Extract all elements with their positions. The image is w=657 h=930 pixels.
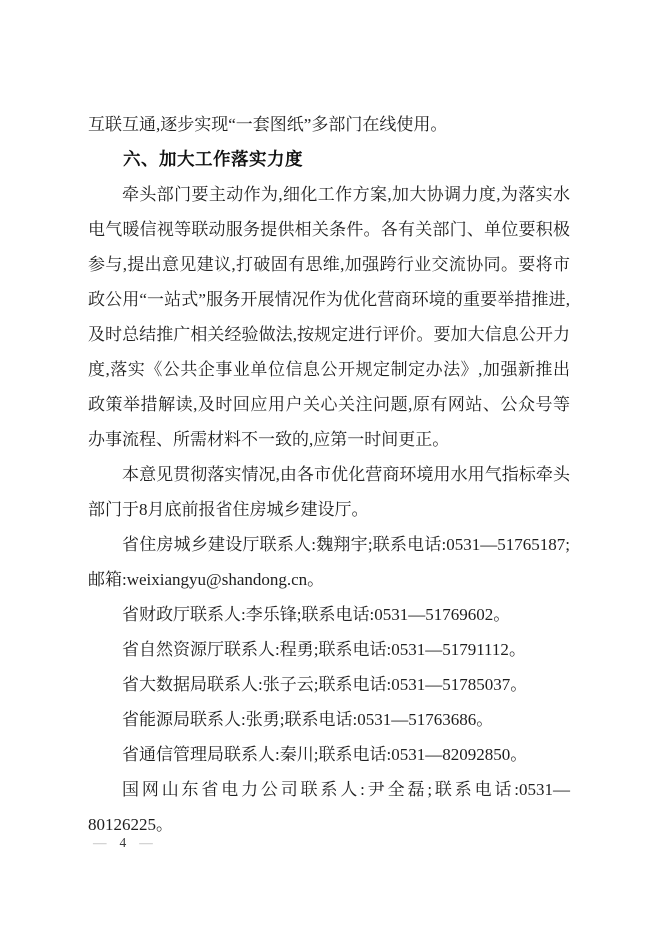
paragraph-continuation: 互联互通,逐步实现“一套图纸”多部门在线使用。 [88,115,448,134]
contact-phone: 0531—51763686 [357,710,477,729]
contact-name: 张子云 [262,675,314,694]
contact-phone: 0531—80126225 [88,780,571,834]
contact-line-natural-resources-dept [88,632,570,667]
contact-phone: 0531—51769602 [374,605,494,624]
contact-phone-label: ;联系电话: [313,745,392,764]
sentence-end: 。 [510,745,528,764]
contact-person-label: 联系人: [207,675,263,694]
sentence-end: 。 [476,710,494,729]
page-footer [93,832,153,854]
footer-dash-left: — [93,835,107,850]
sentence-end: 。 [508,640,526,659]
contact-name: 秦川 [279,745,314,764]
contact-line-communications-admin [88,737,570,772]
contact-name: 魏翔宇 [315,535,368,554]
contact-phone-label: ;联系电话: [427,780,520,799]
contact-org: 省财政厅 [122,605,190,624]
sentence-end: 。 [156,815,173,834]
contact-line-big-data-bureau [88,667,570,702]
contact-phone-label: ;联系电话: [279,710,358,729]
contact-phone-label: ;联系电话: [296,605,375,624]
contact-person-label: 联系人: [259,535,316,554]
contact-org: 省住房城乡建设厅 [122,535,260,554]
contact-line-state-grid [88,772,570,842]
contact-org: 省大数据局 [122,675,207,694]
sentence-end: 。 [493,605,511,624]
contact-phone-label: ;联系电话: [313,640,392,659]
contact-line-energy-bureau [88,702,570,737]
contact-person-label: 联系人: [190,710,246,729]
contact-phone: 0531—51765187 [446,535,566,554]
document-body [88,107,570,842]
contact-email: weixiangyu@shandong.cn [126,570,308,589]
paragraph-implementation: 牵头部门要主动作为,细化工作方案,加大协调力度,为落实水电气暖信视等联动服务提供相关条件。各有关部门、单位要积极参与,提出意见建议,打破固有思维,加强跨行业交流协同。要将市政公用“一站式”服务开展情况作为优化营商环境的重要举措推进,及时总结推广相关经验做法,按规定进行评价。要加大信息公开力度,落实《公共企事业单位信息公开规定制定办法》,加强新推出政策举措解读,及时回应用户关心关注问题,原有网站、公众号等办事流程、所需材料不一致的,应第一时间更正。 [88,185,570,449]
contact-org: 省自然资源厅 [122,640,224,659]
contact-phone-label: ;联系电话: [367,535,447,554]
sentence-end: 。 [307,570,325,589]
contact-person-label: 联系人: [224,745,280,764]
paragraph-reporting: 本意见贯彻落实情况,由各市优化营商环境用水用气指标牵头部门于8月底前报省住房城乡建设厅。 [88,465,570,519]
contact-name: 尹全磊 [364,780,428,799]
contact-phone-label: ;联系电话: [313,675,392,694]
contact-name: 张勇 [245,710,280,729]
contact-org: 省能源局 [122,710,190,729]
contact-person-label: 联系人: [300,780,365,799]
contact-email-label: ;邮箱: [88,535,571,589]
footer-dash-right: — [139,835,153,850]
contact-org: 省通信管理局 [122,745,224,764]
contact-person-label: 联系人: [224,640,280,659]
contact-org: 国网山东省电力公司 [122,780,301,799]
contact-phone: 0531—82092850 [391,745,511,764]
contact-person-label: 联系人: [190,605,246,624]
contact-phone: 0531—51791112 [391,640,509,659]
section-heading: 六、加大工作落实力度 [123,149,303,169]
contact-name: 程勇 [279,640,314,659]
page-number: 4 [119,835,127,850]
sentence-end: 。 [510,675,528,694]
contact-line-finance-dept [88,597,570,632]
contact-phone: 0531—51785037 [391,675,511,694]
contact-line-housing-dept [88,527,570,597]
contact-name: 李乐锋 [245,605,297,624]
